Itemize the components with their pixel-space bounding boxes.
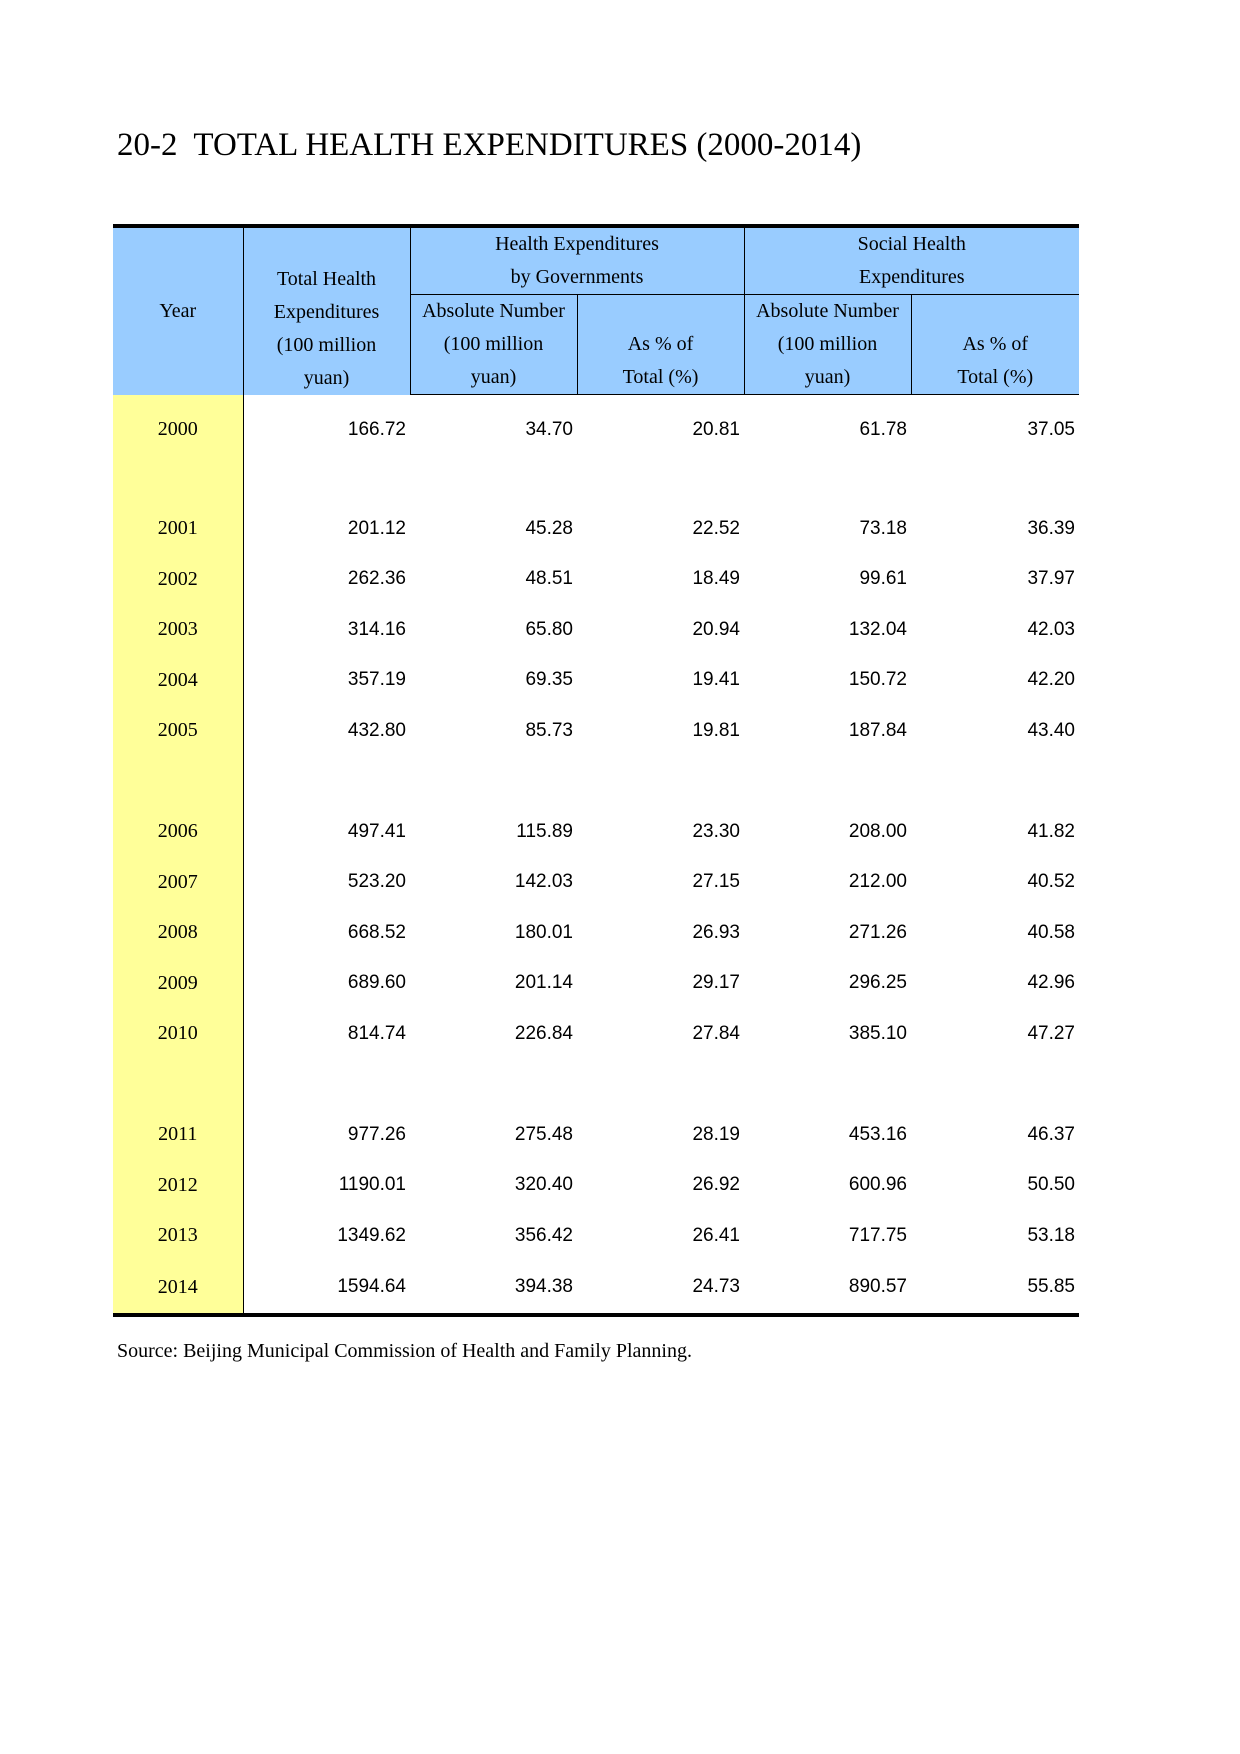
- row-total: 977.26: [347, 1123, 406, 1145]
- row-soc-abs: 132.04: [848, 618, 907, 640]
- row-gov-pct: 22.52: [692, 517, 740, 539]
- row-soc-abs: 890.57: [744, 1261, 911, 1315]
- row-year: 2004: [113, 655, 243, 706]
- row-total: 668.52: [347, 921, 406, 943]
- row-soc-pct: 43.40: [1027, 719, 1075, 741]
- row-soc-pct: 55.85: [911, 1261, 1079, 1315]
- row-gov-pct: 20.94: [692, 618, 740, 640]
- row-year: 2002: [113, 554, 243, 605]
- header-total-line-1: Total Health: [276, 267, 377, 290]
- row-soc-pct: 37.97: [1027, 568, 1075, 590]
- row-soc-abs: 271.26: [848, 921, 907, 943]
- row-soc-abs: 208.00: [848, 820, 907, 842]
- row-gov-abs: 226.84: [514, 1022, 573, 1044]
- table-row: [113, 857, 1079, 908]
- row-year: 2003: [113, 605, 243, 656]
- row-soc-abs: 61.78: [859, 419, 907, 440]
- row-gov-pct: 27.15: [692, 871, 740, 893]
- row-total: 814.74: [347, 1022, 406, 1044]
- row-soc-abs: 150.72: [848, 669, 907, 691]
- row-gov-abs: 201.14: [514, 972, 573, 994]
- row-gov-abs: 45.28: [525, 517, 573, 539]
- table-row: [113, 554, 1079, 605]
- table-row: [113, 395, 1079, 454]
- row-year: 2006: [113, 807, 243, 858]
- row-gov-pct: 18.49: [692, 568, 740, 590]
- row-total: 201.12: [347, 517, 406, 539]
- row-gov-abs: 394.38: [410, 1261, 577, 1315]
- header-gov-abs: [410, 295, 577, 395]
- row-year: 2011: [113, 1110, 243, 1161]
- row-year: 2012: [113, 1160, 243, 1211]
- row-total: 497.41: [347, 820, 406, 842]
- header-soc-abs-line-1: Absolute Number: [756, 300, 899, 322]
- row-year: 2013: [113, 1211, 243, 1262]
- row-gov-abs: 356.42: [514, 1224, 573, 1246]
- row-soc-pct: 40.58: [1027, 921, 1075, 943]
- row-gov-pct: 26.41: [692, 1224, 740, 1246]
- row-soc-abs: 187.84: [848, 719, 907, 741]
- table-row: [113, 1261, 1079, 1315]
- row-soc-abs: 73.18: [859, 517, 907, 539]
- row-soc-pct: 50.50: [1027, 1174, 1075, 1196]
- row-soc-pct: 46.37: [1027, 1123, 1075, 1145]
- header-total: [243, 226, 410, 395]
- header-gov-line-2: by Governments: [510, 266, 644, 288]
- header-soc-pct-line-1: As % of: [962, 333, 1029, 355]
- row-total: 1349.62: [337, 1224, 406, 1246]
- row-gov-pct: 19.81: [692, 719, 740, 741]
- header-year: [113, 226, 243, 395]
- table-row: [113, 1110, 1079, 1161]
- row-total: 689.60: [347, 972, 406, 994]
- header-total-line-4: yuan): [303, 366, 350, 389]
- row-gov-abs: 65.80: [525, 618, 573, 640]
- row-soc-pct: 42.96: [1027, 972, 1075, 994]
- header-soc-abs-line-2: (100 million: [777, 333, 878, 355]
- table-row: [113, 655, 1079, 706]
- header-total-line-2: Expenditures: [273, 300, 380, 323]
- row-soc-abs: 717.75: [848, 1224, 907, 1246]
- row-gov-pct: 23.30: [692, 820, 740, 842]
- row-soc-pct: 37.05: [1027, 419, 1075, 440]
- table-row: [113, 908, 1079, 959]
- header-soc-abs: [744, 295, 911, 395]
- header-social-group: [744, 226, 1079, 295]
- header-gov-pct-line-2: Total (%): [622, 366, 699, 388]
- row-soc-pct: 42.03: [1027, 618, 1075, 640]
- header-soc-pct-line-2: Total (%): [957, 366, 1034, 388]
- table-body: [113, 395, 1079, 1316]
- header-gov-pct: [577, 295, 744, 395]
- row-year: 2009: [113, 958, 243, 1009]
- expenditure-table: [113, 224, 1079, 1317]
- row-gov-abs: 48.51: [525, 568, 573, 590]
- row-soc-abs: 296.25: [848, 972, 907, 994]
- header-gov-abs-line-2: (100 million: [443, 333, 544, 355]
- row-year: 2014: [113, 1261, 243, 1315]
- row-year: 2005: [113, 706, 243, 757]
- row-soc-abs: 600.96: [848, 1174, 907, 1196]
- header-social-line-1: Social Health: [857, 233, 966, 255]
- row-year: 2000: [113, 395, 243, 454]
- table-row: [113, 1211, 1079, 1262]
- table-row: [113, 1160, 1079, 1211]
- page-title: 20-2 TOTAL HEALTH EXPENDITURES (2000-2014): [117, 127, 862, 163]
- header-social-line-2: Expenditures: [858, 266, 965, 288]
- row-soc-pct: 41.82: [1027, 820, 1075, 842]
- row-gov-abs: 34.70: [525, 419, 573, 440]
- source-note: Source: Beijing Municipal Commission of Health and Family Planning.: [117, 1340, 692, 1362]
- row-soc-abs: 453.16: [848, 1123, 907, 1145]
- row-soc-pct: 53.18: [1027, 1224, 1075, 1246]
- row-gov-pct: 19.41: [692, 669, 740, 691]
- header-total-line-3: (100 million: [276, 333, 377, 356]
- expenditure-table-container: [113, 224, 1079, 1317]
- header-soc-pct: [911, 295, 1079, 395]
- row-total: 262.36: [347, 568, 406, 590]
- header-soc-abs-line-3: yuan): [804, 366, 851, 388]
- spacer-row: [113, 453, 1079, 504]
- row-total: 1594.64: [243, 1261, 410, 1315]
- row-year: 2010: [113, 1009, 243, 1060]
- table-header: [113, 226, 1079, 395]
- row-soc-abs: 385.10: [848, 1022, 907, 1044]
- row-year: 2007: [113, 857, 243, 908]
- row-soc-abs: 212.00: [848, 871, 907, 893]
- table-row: [113, 1009, 1079, 1060]
- spacer-row: [113, 756, 1079, 807]
- spacer-row: [113, 1059, 1079, 1110]
- row-year: 2001: [113, 504, 243, 555]
- row-gov-abs: 320.40: [514, 1174, 573, 1196]
- header-gov-abs-line-3: yuan): [470, 366, 517, 388]
- row-gov-abs: 180.01: [514, 921, 573, 943]
- row-soc-pct: 40.52: [1027, 871, 1075, 893]
- row-gov-abs: 142.03: [514, 871, 573, 893]
- table-row: [113, 958, 1079, 1009]
- row-total: 523.20: [347, 871, 406, 893]
- row-gov-pct: 27.84: [692, 1022, 740, 1044]
- row-total: 314.16: [347, 618, 406, 640]
- row-gov-pct: 26.92: [692, 1174, 740, 1196]
- row-gov-abs: 69.35: [525, 669, 573, 691]
- row-total: 432.80: [347, 719, 406, 741]
- row-soc-abs: 99.61: [859, 568, 907, 590]
- table-row: [113, 504, 1079, 555]
- row-soc-pct: 36.39: [1027, 517, 1075, 539]
- header-gov-group: [410, 226, 744, 295]
- row-gov-abs: 85.73: [525, 719, 573, 741]
- header-gov-abs-line-1: Absolute Number: [422, 300, 565, 322]
- row-total: 1190.01: [338, 1174, 406, 1196]
- row-soc-pct: 42.20: [1027, 669, 1075, 691]
- row-gov-abs: 275.48: [514, 1123, 573, 1145]
- row-gov-pct: 20.81: [692, 419, 740, 440]
- header-year-label: Year: [159, 299, 197, 322]
- table-row: [113, 605, 1079, 656]
- row-year: 2008: [113, 908, 243, 959]
- row-total: 357.19: [347, 669, 406, 691]
- table-row: [113, 807, 1079, 858]
- row-gov-pct: 26.93: [692, 921, 740, 943]
- row-gov-abs: 115.89: [516, 820, 573, 842]
- row-gov-pct: 24.73: [577, 1261, 744, 1315]
- header-gov-line-1: Health Expenditures: [495, 233, 659, 255]
- table-row: [113, 706, 1079, 757]
- row-gov-pct: 28.19: [692, 1123, 740, 1145]
- row-total: 166.72: [347, 418, 406, 440]
- header-gov-pct-line-1: As % of: [627, 333, 694, 355]
- row-gov-pct: 29.17: [692, 972, 740, 994]
- row-soc-pct: 47.27: [1027, 1022, 1075, 1044]
